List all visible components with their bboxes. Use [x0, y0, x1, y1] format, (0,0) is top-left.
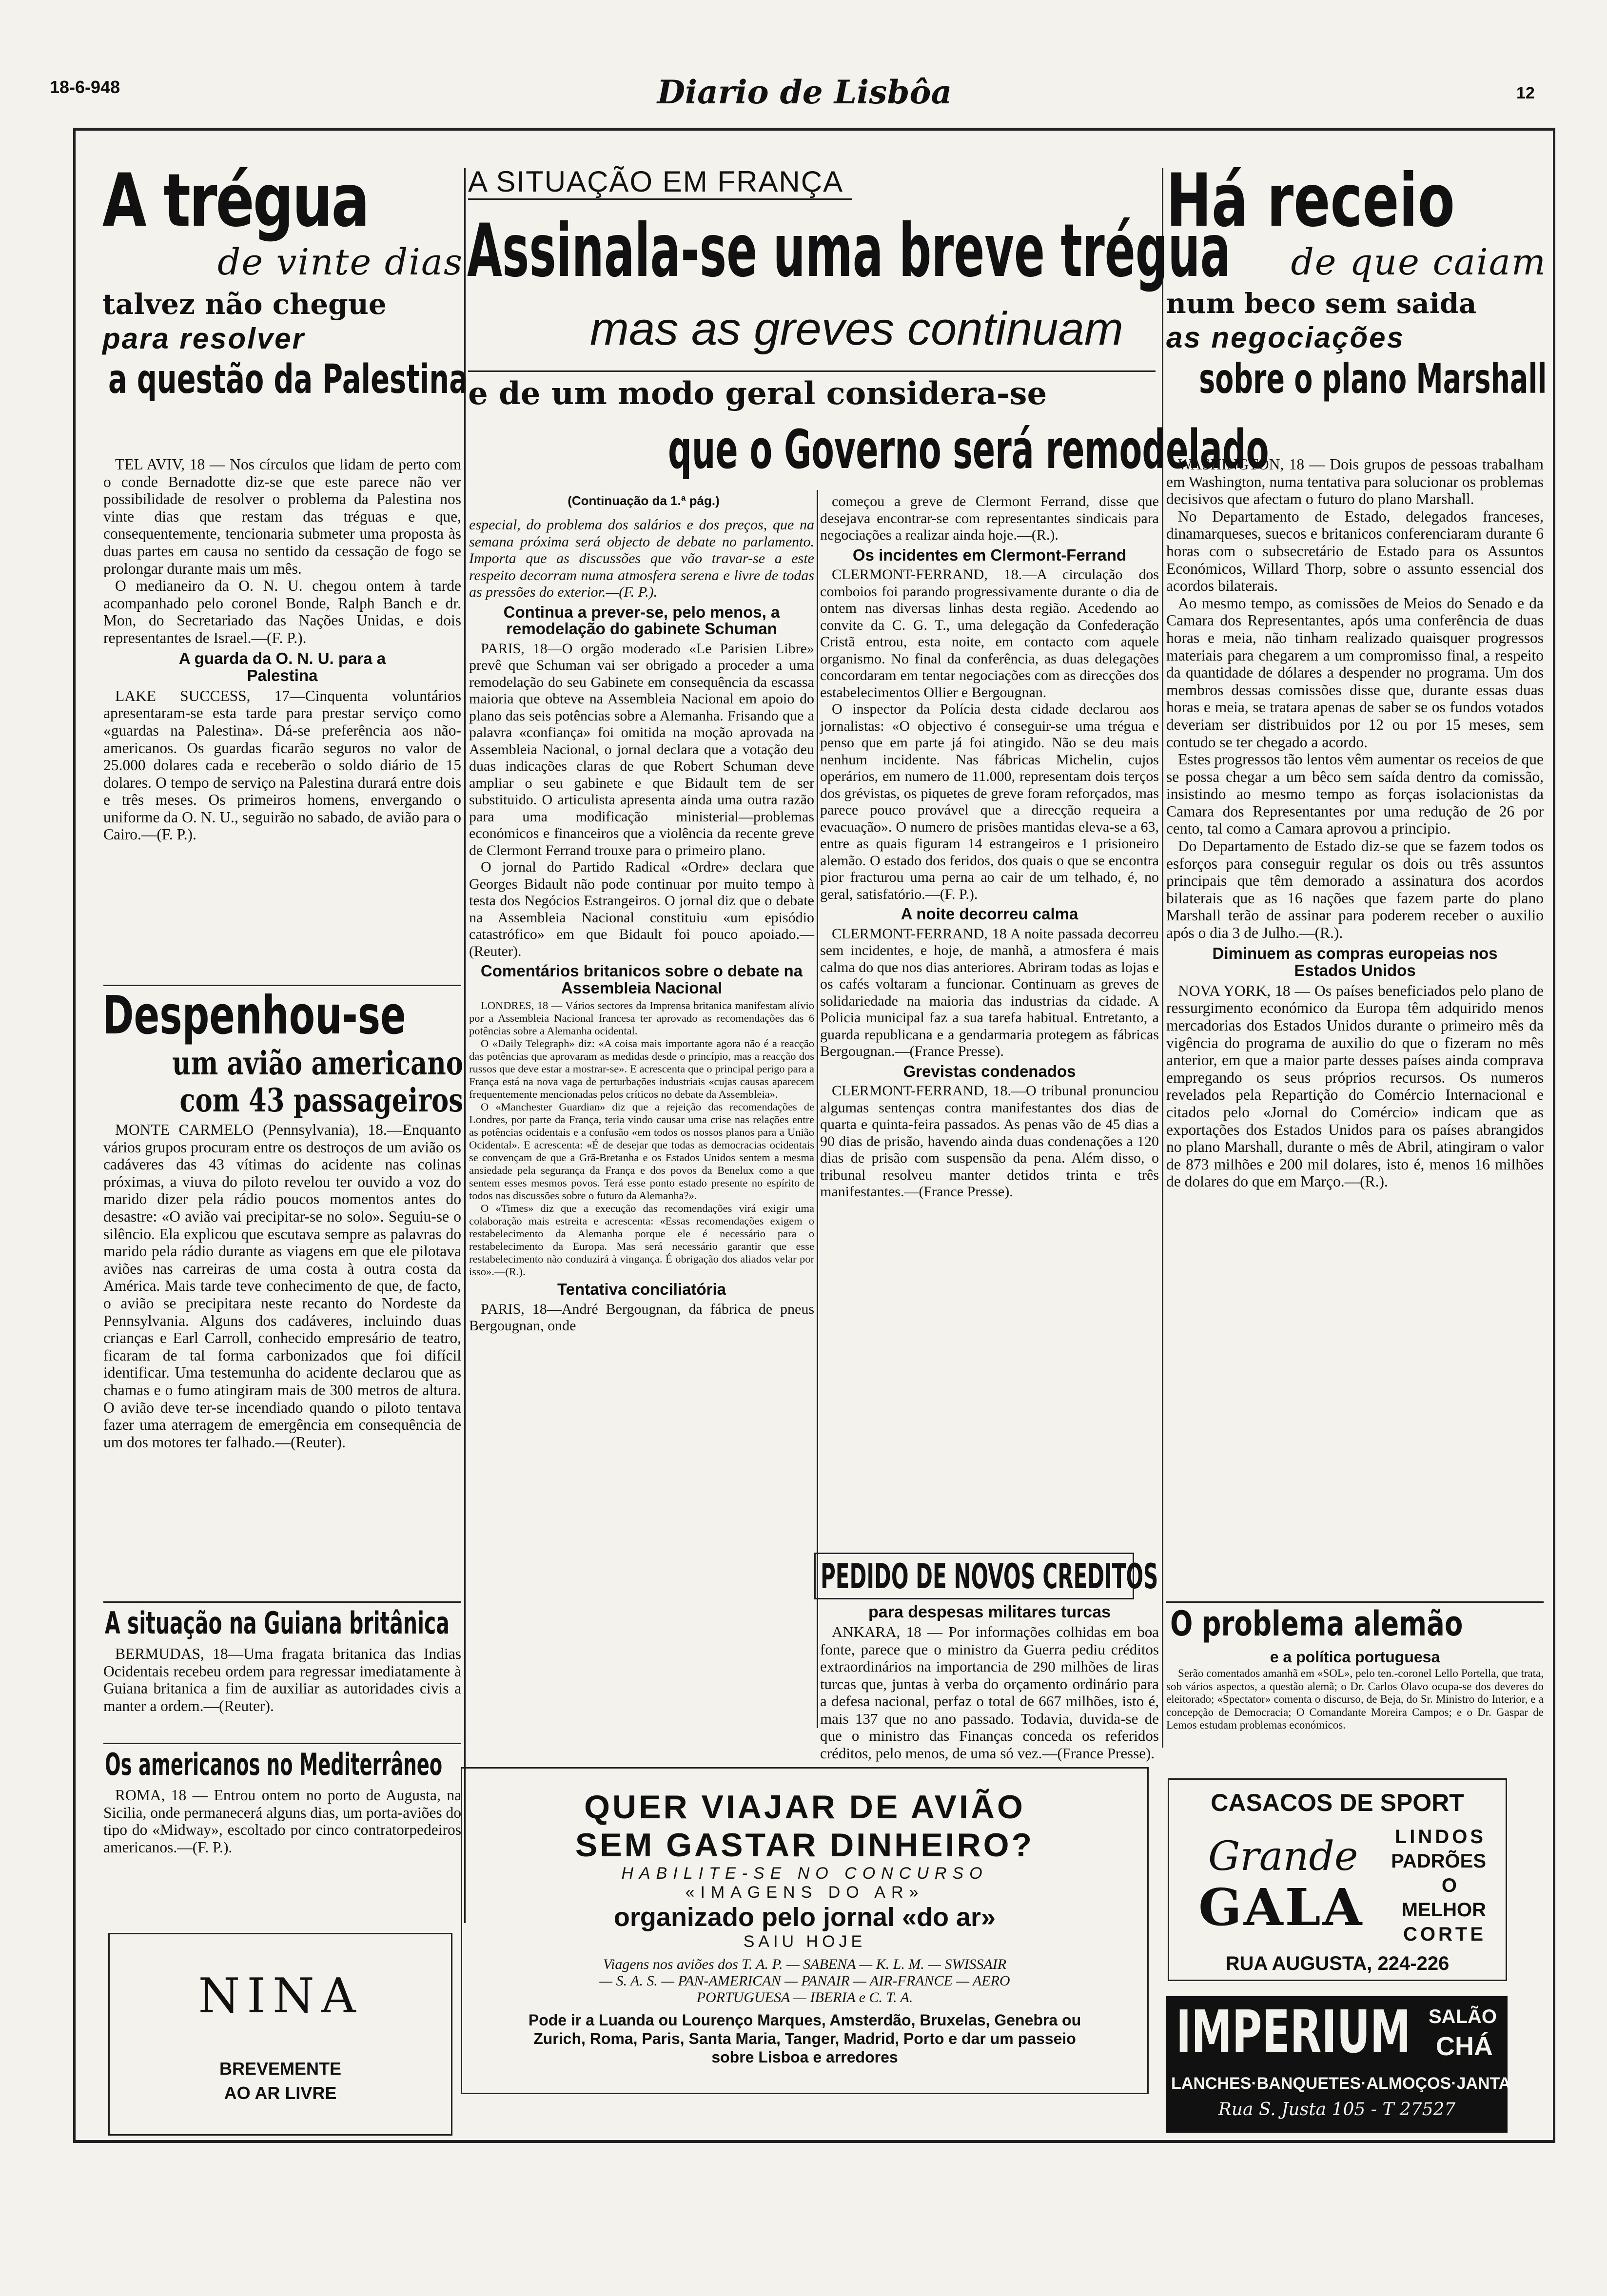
- paragraph: CLERMONT-FERRAND, 18 A noite passada decorreu sem incidentes, e hoje, de manhã, a atmosfera é mais calma do que nos dias anteriores. Abriram todas as lojas e os cafés voltaram a funcionar. Continuam as greves de solidariedade na maioria das industrias da cidade. A Policia municipal faz a sua tarefa habitual. Entretanto, a guarda republicana e a gendarmaria protegem as fábricas Bergougnan.—(France Presse).: [820, 925, 1159, 1059]
- credits-headline-box: [814, 1553, 1158, 1599]
- travel-ad-line-4: «IMAGENS DO AR»: [685, 1883, 924, 1902]
- subheading: Comentários britanicos sobre o debate na Assembleia Nacional: [480, 962, 803, 997]
- crash-subhead-1: um avião americano: [172, 1044, 463, 1082]
- top-rule: [73, 128, 1555, 131]
- truce-headline: A trégua: [102, 158, 369, 243]
- paragraph: TEL AVIV, 18 — Nos círculos que lidam de perto com o conde Bernadotte diz-se que este parece não ver possibilidade de resolver o problema da Palestina nos vinte dias que restam das tréguas e que, consequentemente, tencionaria submeter uma proposta às duas partes em causa no sentido da cessação de fogo se prolongar durante mais um mês.: [103, 456, 461, 577]
- gala-side-2: PADRÕES: [1391, 1850, 1486, 1872]
- paragraph: O jornal do Partido Radical «Ordre» declara que Georges Bidault não pode continuar por muito tempo à testa dos Negócios Estrangeiros. O jornal diz que o debate na Assembleia Nacional constituiu «um episódio catastrófico» em que Bidault foi pouco apoiado.—(Reuter).: [469, 859, 814, 959]
- subheading: Tentativa conciliatória: [557, 1280, 726, 1298]
- paragraph: ANKARA, 18 — Por informações colhidas em boa fonte, parece que o ministro da Guerra pediu créditos extraordinários na importancia de 290 milhões de liras turcas que, juntas à verba do orçamento ordinário para a defesa nacional, perfaz o total de 667 milhões, isto é, mais 137 que no ano passado. Todavia, duvida-se de que o ministro das Finanças conceda os referidos créditos, pelo menos, de uma só vez.—(France Presse).: [820, 1623, 1159, 1762]
- paragraph: LONDRES, 18 — Vários sectores da Imprensa britanica manifestam alívio por a Assembleia Nacional francesa ter aprovado as recomendações das 6 potências sobre a Alemanha ocidental.: [469, 999, 814, 1037]
- gala-brand: GALA: [1198, 1877, 1364, 1937]
- paragraph: BERMUDAS, 18—Uma fragata britanica das Indias Ocidentais recebeu ordem para regressar imediatamente à Guiana britanica a fim de auxiliar as autoridades civis a manter a ordem.—(Reuter).: [103, 1645, 461, 1714]
- gala-side-1: LINDOS: [1394, 1826, 1486, 1848]
- gala-script: Grande: [1208, 1833, 1358, 1880]
- center-column-a: [469, 517, 814, 1335]
- marshall-subhead-3: as negociações: [1166, 321, 1405, 354]
- paragraph: PARIS, 18—O orgão moderado «Le Parisien Libre» prevê que Schuman vai ser obrigado a proceder a uma remodelação do seu Gabinete em consequência da escassa maioria que obteve na Assembleia Nacional em apoio do plano das seis potências sobre a Alemanha. Frisando que a palavra «confiança» foi omitida na moção aprovada na Assembleia Nacional, o jornal declara que a votação deu duas indicações claras de que Robert Schuman deve ampliar o seu gabinete e que Bidault tem de ser substituido. O articulista apresenta ainda uma outra razão para uma modificação ministerial—problemas económicos e financeiros que a violência da recente greve de Clermont Ferrand trouxe para o primeiro plano.: [469, 640, 814, 858]
- col1-article-guiana: [103, 1645, 461, 1714]
- nina-line-1: BREVEMENTE: [219, 2059, 342, 2079]
- bottom-rule: [73, 2140, 1555, 2143]
- col1-article-mediterranean: [103, 1787, 461, 1856]
- paragraph: O inspector da Polícia desta cidade declarou aos jornalistas: «O objectivo é conseguir-se uma trégua e penso que em parte já foi atingido. Não se deu mais nenhum incidente. Nas fábricas Michelin, cujos operários, em numero de 11.000, representam dois terços dos grévistas, os piquetes de greve foram reforçados, mas parece pouco provável que a direcção requeira a evacuação». O numero de prisões mantidas eleva-se a 63, entre as quais figuram 14 estrangeiros e 1 prisioneiro alemão. O estado dos feridos, dos quais o que se encontra pior fracturou uma perna ao cair de um telhado, é, no geral, satisfatório.—(F. P.).: [820, 701, 1159, 902]
- paragraph: O «Daily Telegraph» diz: «A coisa mais importante agora não é a reacção das potências que aprovaram as medidas desde o princípio, mas a reacção dos russos que deve estar a mostrar-se». E acrescenta que o principal perigo para a França está na nova vaga de perturbações industriais «cujas causas aparecem frequentemente mencionadas pelos críticos no debate da Assembleia».: [469, 1037, 814, 1100]
- truce-subhead-3: para resolver: [102, 322, 305, 355]
- paragraph: O «Times» diz que a execução das recomendações virá exigir uma colaboração mais estreita e acrescenta: «Essas recomendações exigem o restabelecimento da Alemanha porque ele é necessário para o restabelecimento da Europa. Mas será necessário garantir que esse restabelecimento não conduzirá à vingança. É obrigação dos aliados velar por isso».—(R.).: [469, 1202, 814, 1278]
- truce-subhead-2: talvez não chegue: [102, 288, 387, 321]
- nina-ad: [108, 1933, 452, 2136]
- paragraph: ROMA, 18 — Entrou ontem no porto de Augusta, na Sicilia, onde permanecerá alguns dias, um porta-aviões do tipo do «Midway», escoltado por cinco contratorpedeiros americanos.—(F. P.).: [103, 1787, 461, 1856]
- subheading: Diminuem as compras europeias nos Estados Unidos: [1212, 944, 1498, 980]
- divider: [1166, 1601, 1544, 1603]
- paragraph: O medianeiro da O. N. U. chegou ontem à tarde acompanhado pelo coronel Bonde, Ralph Banch e dr. Mon, do Secretariado das Nações Unidas, e dois representantes de Israel.—(F. P.).: [103, 577, 461, 646]
- imperium-line-2: Rua S. Justa 105 - T 27527: [1218, 2100, 1456, 2120]
- col3-headline: [1166, 158, 1547, 403]
- paragraph: Estes progressos tão lentos vêm aumentar os receios de que se possa chegar a um bêco sem saída dentro da comissão, insistindo ao mesmo tempo as forças isolacionistas da Camara dos Representantes por uma redução de 26 por cento, tal como a Camara aprovou a principio.: [1166, 751, 1544, 837]
- gala-title: CASACOS DE SPORT: [1211, 1789, 1464, 1816]
- imperium-ad: [1166, 1996, 1545, 2133]
- divider: [103, 1743, 461, 1744]
- subheading: A noite decorreu calma: [901, 905, 1078, 923]
- marshall-subhead-4: sobre o plano Marshall: [1199, 355, 1547, 403]
- marshall-subhead-1: de que caiam: [1291, 241, 1547, 283]
- france-headline: Assinala-se uma breve trégua: [467, 209, 1231, 293]
- travel-ad-line-8: — S. A. S. — PAN-AMERICAN — PANAIR — AIR-FRANCE — AERO: [599, 1973, 1010, 1989]
- german-problem-subhead: e a política portuguesa: [1270, 1648, 1440, 1666]
- travel-ad-line-2: SEM GASTAR DINHEIRO?: [575, 1827, 1035, 1864]
- gala-side-3: O: [1441, 1875, 1457, 1896]
- col1-headline: [102, 158, 468, 403]
- travel-ad-line-5: organizado pelo jornal «do ar»: [613, 1903, 996, 1932]
- col-rule-1: [464, 168, 466, 1923]
- col1-crash-headline: [102, 987, 463, 1119]
- travel-ad-line-9: PORTUGUESA — IBERIA e C. T. A.: [696, 1989, 913, 2005]
- credits-headline: PEDIDO DE NOVOS CREDITOS: [821, 1557, 1158, 1596]
- center-column-b: [820, 493, 1159, 1201]
- col-rule-2: [817, 490, 818, 1728]
- crash-headline: Despenhou-se: [102, 985, 406, 1046]
- paragraph: NOVA YORK, 18 — Os países beneficiados pelo plano de ressurgimento económico da Europa têm adquirido menos mercadorias dos Estados Unidos durante o primeiro mês da vigência do programa de auxilio do que o fizeram no mês anterior, em que a maior parte desses países ainda comprava empregando os seus próprios recursos. Os numeros revelados pela Repartição do Comércio Internacional e citados pelo «Jornal do Comércio» indicam que as exportações dos Estados Unidos para os países abrangidos no plano Marshall, durante o mês de Abril, atingiram o valor de 873 milhões e 200 mil dolares, isto é, menos 16 milhões de dolares do que em Março.—(R.).: [1166, 982, 1544, 1190]
- guiana-headline: A situação na Guiana britânica: [105, 1605, 450, 1641]
- col-rule-3: [1162, 168, 1163, 1748]
- gala-address: RUA AUGUSTA, 224-226: [1225, 1953, 1450, 1974]
- subheading: Os incidentes em Clermont-Ferrand: [852, 545, 1127, 564]
- german-problem-headline: O problema alemão: [1170, 1604, 1463, 1644]
- divider: [468, 370, 1156, 372]
- gala-ad: [1168, 1778, 1507, 1981]
- imperium-salao: SALÃO: [1429, 2006, 1497, 2027]
- travel-ad: [461, 1767, 1149, 2094]
- marshall-headline: Há receio: [1166, 158, 1455, 243]
- crash-subhead-2: com 43 passageiros: [179, 1081, 463, 1119]
- marshall-subhead-2: num beco sem saida: [1166, 288, 1477, 320]
- credits-subhead: para despesas militares turcas: [868, 1603, 1111, 1621]
- nina-line-2: AO AR LIVRE: [224, 2083, 337, 2103]
- paragraph: Do Departamento de Estado diz-se que se fazem todos os esforços para conseguir regular os dois ou três assuntos principais que têm demorado a assinatura dos acordos bilaterais que as 16 nações que fazem parte do plano Marshall terão de assinar para poderem receber o auxilio após o dia 3 de Julho.—(R.).: [1166, 837, 1544, 942]
- subheading: Continua a prever-se, pelo menos, a remodelação do gabinete Schuman: [503, 603, 780, 638]
- continuation-note: (Continuação da 1.ª pág.): [568, 493, 720, 508]
- gala-side-4: MELHOR: [1401, 1899, 1486, 1921]
- col3-article-german: [1166, 1667, 1544, 1732]
- right-frame: [1553, 128, 1555, 2141]
- paragraph: PARIS, 18—André Bergougnan, da fábrica de pneus Bergougnan, onde: [469, 1301, 814, 1334]
- travel-ad-line-10: Pode ir a Luanda ou Lourenço Marques, Amsterdão, Bruxelas, Genebra ou Zurich, Roma, Paris, Santa Maria, Tanger, Madrid, Porto e dar um passeio sobre Lisboa e arredores: [528, 2011, 1081, 2066]
- subheading: A guarda da O. N. U. para a Palestina: [178, 649, 386, 685]
- paragraph: Ao mesmo tempo, as comissões de Meios do Senado e da Camara dos Representantes, após uma conferência de duas horas e meia, não tinham realizado quaisquer progressos materiais para chegarem a um compromisso final, a respeito da quantidade de dólares a despender no programa. Um dos membros dessas comissões disse que, durante essas duas horas e meia, se tratara apenas de saber se os fundos votados deveriam ser distribuidos por 12 ou por 15 meses, sem contudo se ter chegado a acordo.: [1166, 594, 1544, 751]
- paragraph: O «Manchester Guardian» diz que a rejeição das recomendações de Londres, por parte da França, teria vindo causar uma crise nas relações entre as potências ocidentais e a confusão «em todos os nossos planos para a União Ocidental». E acrescenta: «É de desejar que todas as democracias ocidentais se convençam de que a Grã-Bretanha e os Estados Unidos sentem a mesma ansiedade pela segurança da França e dos povos da Benelux como a que sentem esses mesmos povos. Terá esse ponto estado presente no espírito de todos nas discussões sobre o futuro da Alemanha?».: [469, 1101, 814, 1202]
- france-subhead-2: e de um modo geral considera-se: [468, 375, 1047, 412]
- left-frame: [73, 128, 76, 2141]
- imperium-brand: IMPERIUM: [1176, 1999, 1411, 2066]
- paragraph: especial, do problema dos salários e dos preços, que na semana próxima será objecto de debate no parlamento. Importa que as discussões que vão travar-se a este respeito decorram numa atmosfera serena e livre de todas as pressões do exterior.—(F. P.).: [469, 517, 814, 600]
- masthead: Diario de Lisbôa: [657, 73, 952, 111]
- paragraph: No Departamento de Estado, delegados franceses, dinamarqueses, suecos e britanicos conferenciaram durante 6 horas com o subsecretário de Estado para os Assuntos Económicos, Willard Thorp, sobre o assunto essencial dos acordos bilaterais.: [1166, 507, 1544, 595]
- paragraph: começou a greve de Clermont Ferrand, disse que desejava encontrar-se com representantes sindicais para negociações a realizar ainda hoje.—(R.).: [820, 493, 1159, 543]
- page-number: 12: [1516, 84, 1535, 102]
- paragraph: LAKE SUCCESS, 17—Cinquenta voluntários apresentaram-se esta tarde para prestar serviço como «guardas na Palestina». Dá-se preferência aos não-americanos. Os guardas ficarão seguros no valor de 25.000 dolares cada e receberão o soldo diário de 15 dolares. O tempo de serviço na Palestina durará entre dois e três meses. Os primeiros homens, envergando o uniforme da O. N. U., seguirão no sabado, de avião para o Cairo.—(F. P.).: [103, 687, 461, 843]
- paragraph: MONTE CARMELO (Pennsylvania), 18.—Enquanto vários grupos procuram entre os destroços de um avião os cadáveres das 43 vítimas do acidente nas colinas próximas, a viuva do piloto revelou ter ouvido a voz do marido dizer pela rádio poucos momentos antes do desastre: «O avião vai precipitar-se no solo». Seguiu-se o silêncio. Ela explicou que escutava sempre as palavras do marido pela rádio durante as viagens em que ele pilotava aviões nas carreiras de uma costa à outra costa da América. Mais tarde teve conhecimento de que, de facto, o avião se precipitara neste recanto do Nordeste da Pennsylvania. Alguns dos cadáveres, incluindo duas crianças e Earl Carroll, conhecido empresário de teatro, ficaram de tal forma carbonizados que foi difícil identificar. Uma testemunha do acidente declarou que as chamas e o fumo atingiram mais de 300 metros de altura. O avião deve ter-se incendiado quando o piloto tentava fazer uma aterragem de emergência em consequência de um dos motores ter falhado.—(Reuter).: [103, 1121, 461, 1451]
- page-date: 18-6-948: [50, 77, 120, 97]
- credits-article: [820, 1623, 1159, 1762]
- paragraph: WASHINGTON, 18 — Dois grupos de pessoas trabalham em Washington, numa tentativa para solucionar os problemas decisivos que afectam o futuro do plano Marshall.: [1166, 456, 1544, 508]
- col1-article-crash: [103, 1121, 461, 1451]
- truce-subhead-1: de vinte dias: [217, 241, 463, 283]
- paragraph: Serão comentados amanhã em «SOL», pelo ten.-coronel Lello Portella, que trata, sob vários aspectos, a questão alemã; o Dr. Carlos Olavo ocupa-se dos deveres do eleitorado; «Spectator» comenta o discurso, de Beja, do Sr. Ministro do Interior, e a concepção de Democracia; O Comandante Moreira Campos; e o Dr. Gaspar de Lemos estudam problemas económicos.: [1166, 1667, 1544, 1731]
- france-subhead-3: que o Governo será remodelado: [668, 418, 1269, 481]
- travel-ad-line-6: SAIU HOJE: [743, 1932, 866, 1951]
- col3-article-marshall: [1166, 456, 1544, 1190]
- gala-side-5: CORTE: [1403, 1924, 1486, 1945]
- france-subhead-1: mas as greves continuam: [590, 303, 1123, 355]
- paragraph: CLERMONT-FERRAND, 18.—A circulação dos comboios foi parando progressivamente durante o dia de ontem nas diversas linhas desta região. Acedendo ao convite da C. G. T., uma delegação da Confederação Cristã entrou, esta noite, em contacto com aquele organismo. No final da conferência, as duas delegações concordaram em tentar negociações com as direcções dos estabelecimentos Ollier e Bergougnan.: [820, 566, 1159, 700]
- col1-article-palestine: [103, 456, 461, 843]
- nina-logo: NINA: [198, 1968, 363, 2024]
- paragraph: CLERMONT-FERRAND, 18.—O tribunal pronunciou algumas sentenças contra manifestantes dos dias de quarta e quinta-feira passados. As penas vão de 45 dias a 90 dias de prisão, havendo ainda duas condenações a 120 dias de prisão com suspensão da pena. Além disso, o tribunal resolveu manter detidos trinta e três manifestantes.—(France Presse).: [820, 1083, 1159, 1200]
- imperium-line-1: LANCHES·BANQUETES·ALMOÇOS·JANTARES: [1171, 2074, 1545, 2093]
- travel-ad-line-1: QUER VIAJAR DE AVIÃO: [584, 1789, 1025, 1826]
- truce-subhead-4: a questão da Palestina: [108, 356, 468, 403]
- france-kicker: A SITUAÇÃO EM FRANÇA: [468, 165, 852, 200]
- imperium-cha: CHÁ: [1436, 2032, 1493, 2061]
- mediterranean-headline: Os americanos no Mediterrâneo: [105, 1747, 443, 1782]
- subheading: Grevistas condenados: [903, 1062, 1076, 1080]
- travel-ad-line-7: Viagens nos aviões dos T. A. P. — SABENA — K. L. M. — SWISSAIR: [603, 1956, 1007, 1972]
- travel-ad-line-3: HABILITE-SE NO CONCURSO: [621, 1864, 988, 1883]
- divider: [103, 1601, 461, 1603]
